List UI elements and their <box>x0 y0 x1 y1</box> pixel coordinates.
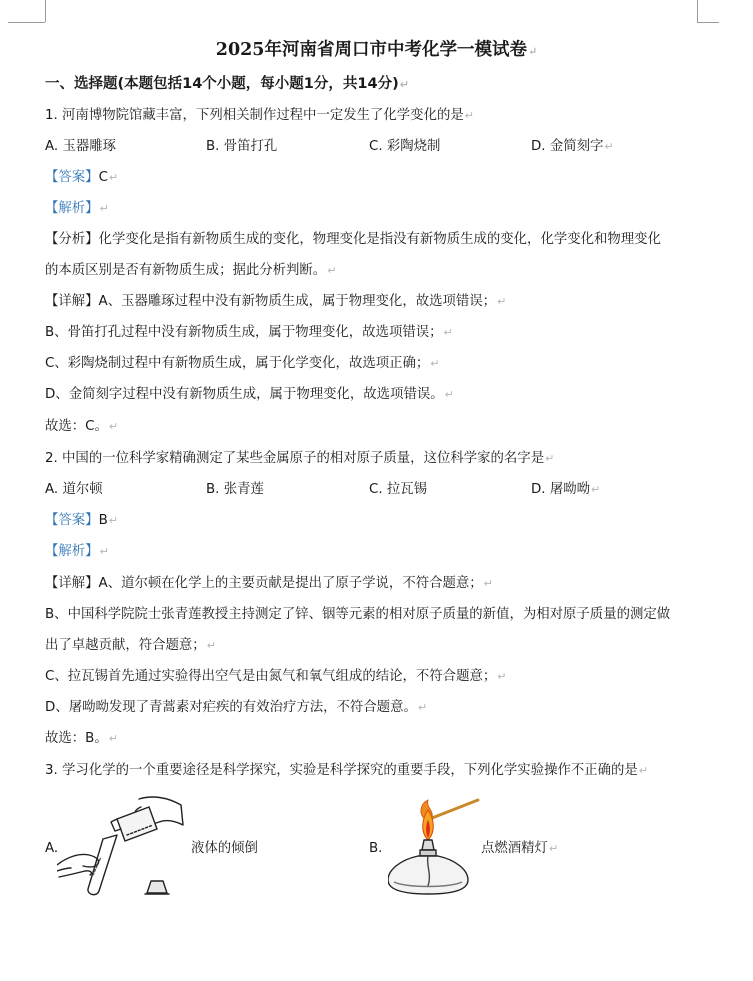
q1-conclusion: 故选：C。↵ <box>45 419 119 434</box>
q3-option-a-letter: A. <box>45 841 59 856</box>
q3-option-b-caption: 点燃酒精灯↵ <box>481 841 559 856</box>
q1-detail-b: B、骨笛打孔过程中没有新物质生成，属于物理变化，故选项错误；↵ <box>45 325 453 340</box>
crop-mark-top-right-v <box>697 0 698 22</box>
q1-option-a: A. 玉器雕琢 <box>45 139 116 154</box>
crop-mark-top-left-h <box>8 22 45 23</box>
q2-option-d: D. 屠呦呦↵ <box>531 482 601 497</box>
q3-option-a-caption: 液体的倾倒 <box>191 841 258 856</box>
q1-answer: 【答案】C↵ <box>45 170 119 185</box>
question-1-stem: 1. 河南博物院馆藏丰富，下列相关制作过程中一定发生了化学变化的是↵ <box>45 108 474 123</box>
q1-option-c: C. 彩陶烧制 <box>369 139 441 154</box>
q2-option-b: B. 张青莲 <box>206 482 264 497</box>
q1-fenxi-line-2: 的本质区别是否有新物质生成；据此分析判断。↵ <box>45 263 337 278</box>
q1-detail-d: D、金简刻字过程中没有新物质生成，属于物理变化，故选项错误。↵ <box>45 387 454 402</box>
page-title: 2025年河南省周口市中考化学一模试卷↵ <box>215 40 538 60</box>
q1-analysis-tag: 【解析】↵ <box>45 201 109 216</box>
q2-option-c: C. 拉瓦锡 <box>369 482 428 497</box>
q1-detail-c: C、彩陶烧制过程中有新物质生成，属于化学变化，故选项正确；↵ <box>45 356 440 371</box>
q2-detail-a: 【详解】A、道尔顿在化学上的主要贡献是提出了原子学说，不符合题意；↵ <box>45 576 493 591</box>
crop-mark-top-right-h <box>697 22 719 23</box>
q2-answer: 【答案】B↵ <box>45 513 118 528</box>
question-3-stem: 3. 学习化学的一个重要途径是科学探究，实验是科学探究的重要手段，下列化学实验操作不正确的是↵ <box>45 763 649 778</box>
q1-option-d: D. 金简刻字↵ <box>531 139 614 154</box>
q2-detail-d: D、屠呦呦发现了青蒿素对疟疾的有效治疗方法，不符合题意。↵ <box>45 700 428 715</box>
section-heading: 一、选择题(本题包括14个小题，每小题1分，共14分)↵ <box>45 76 409 92</box>
question-2-stem: 2. 中国的一位科学家精确测定了某些金属原子的相对原子质量，这位科学家的名字是↵ <box>45 451 555 466</box>
q3-option-b-letter: B. <box>369 841 383 856</box>
q2-conclusion: 故选：B。↵ <box>45 731 118 746</box>
liquid-pouring-figure <box>57 795 187 900</box>
crop-mark-top-left-v <box>45 0 46 22</box>
q1-option-b: B. 骨笛打孔 <box>206 139 278 154</box>
q2-detail-c: C、拉瓦锡首先通过实验得出空气是由氮气和氧气组成的结论，不符合题意；↵ <box>45 669 507 684</box>
q1-detail-a: 【详解】A、玉器雕琢过程中没有新物质生成，属于物理变化，故选项错误；↵ <box>45 294 507 309</box>
q2-detail-b-line-1: B、中国科学院院士张青莲教授主持测定了锌、铟等元素的相对原子质量的新值，为相对原子质量的测定做 <box>45 607 671 622</box>
q2-option-a: A. 道尔顿 <box>45 482 103 497</box>
q2-analysis-tag: 【解析】↵ <box>45 544 109 559</box>
alcohol-lamp-figure <box>388 796 480 898</box>
q2-detail-b-line-2: 出了卓越贡献，符合题意；↵ <box>45 638 216 653</box>
q1-fenxi-line-1: 【分析】化学变化是指有新物质生成的变化，物理变化是指没有新物质生成的变化，化学变化和物理变化 <box>45 232 661 247</box>
